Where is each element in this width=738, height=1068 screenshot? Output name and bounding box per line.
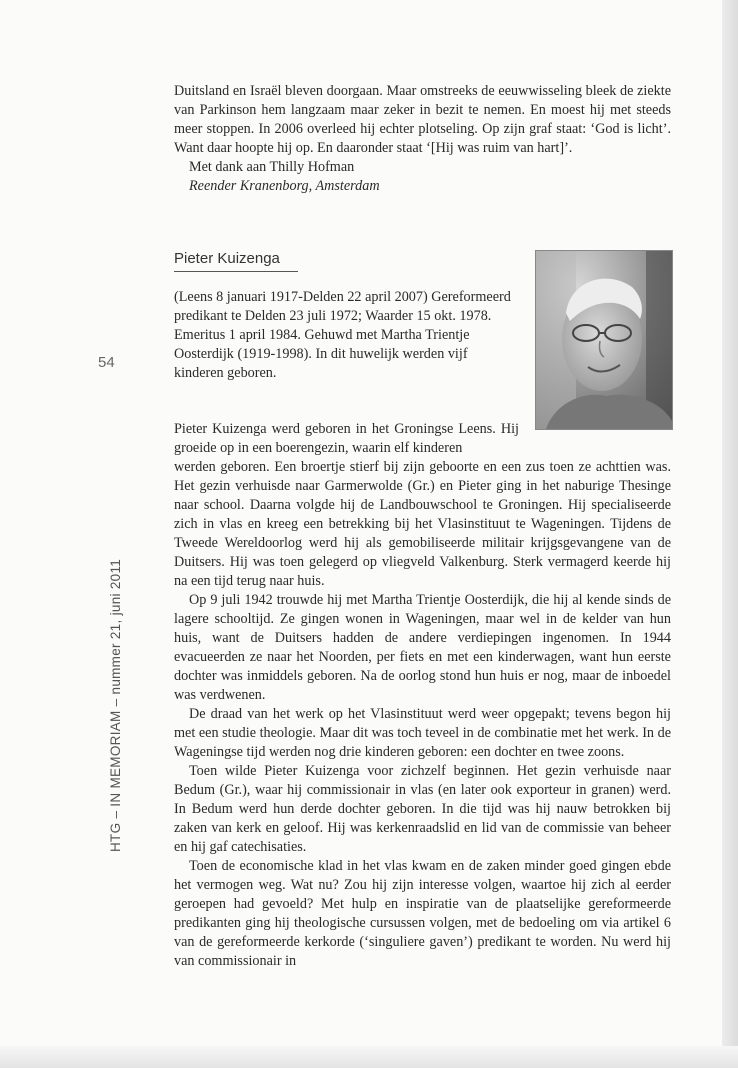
body-paragraph: De draad van het werk op het Vlasinstituut werd weer opgepakt; tevens begon hij met een studie theologie. Maar dit was toch teveel in de combinatie met het werk. In de Wageningse tijd werden nog drie kinderen geboren: een dochter en twee zoons. — [174, 706, 671, 760]
body-paragraph: Op 9 juli 1942 trouwde hij met Martha Trientje Oosterdijk, die hij al kende sinds de lagere schooltijd. Ze gingen wonen in Wageningen, maar wel in de kelder van hun huis, want de Duitsers hadden de andere verdiepingen ingenomen. In 1944 evacueerden ze naar het Noorden, per fiets en met een kinderwagen, want hun eerste dochter was inmiddels geboren. Na de oorlog stond hun huis er nog, maar de inboedel was verdwenen. — [174, 592, 671, 703]
portrait-illustration — [536, 251, 672, 429]
thanks-line: Met dank aan Thilly Hofman — [189, 159, 355, 175]
bio-details: (Leens 8 januari 1917-Delden 22 april 2007) Gereformeerd predikant te Delden 23 juli 1972; Waarder 15 okt. 1978. Emeritus 1 april 1984. Gehuwd met Martha Trientje Oosterdijk (1919-1998). In dit huwelijk werden vijf kinderen geboren. — [174, 289, 511, 381]
page-edge — [722, 0, 738, 1068]
body-paragraph: Toen de economische klad in het vlas kwam en de zaken minder goed gingen ebde het vermogen weg. Wat nu? Zou hij zijn interesse volgen, waartoe hij zich al eerder geroepen had gevoeld? Met hulp en inspiratie van de plaatselijke gereformeerde predikanten ging hij theologische cursussen volgen, met de bedoeling om via artikel 6 van de gereformeerde kerkorde (‘singuliere gaven’) predikant te worden. Nu werd hij van commissionair in — [174, 858, 671, 969]
previous-article-ending — [174, 82, 671, 196]
intro-paragraph: Duitsland en Israël bleven doorgaan. Maar omstreeks de eeuwwisseling bleek de ziekte van Parkinson hem langzaam maar zeker in bezit te nemen. En moest hij met steeds meer stoppen. In 2006 overleed hij echter plotseling. Op zijn graf staat: ‘God is licht’. Want daar hoopte hij op. En daaronder staat ‘[Hij was ruim van hart]’. — [174, 83, 671, 156]
author-signature: Reender Kranenborg, Amsterdam — [189, 178, 380, 194]
body-paragraph: Toen wilde Pieter Kuizenga voor zichzelf beginnen. Het gezin verhuisde naar Bedum (Gr.), waar hij commissionair in vlas (en later ook exporteur in granen) werd. In Bedum werd hun derde dochter geboren. In die tijd was hij nauw betrokken bij zaken van kerk en geloof. Hij was kerkenraadslid en lid van de commissie van beheer en hij gaf catechisaties. — [174, 763, 671, 855]
title-underline — [174, 271, 298, 272]
body-paragraph: werden geboren. Een broertje stierf bij zijn geboorte en een zus toen ze achttien was. Het gezin verhuisde naar Garmerwolde (Gr.) en Pieter ging in het naburige Thesinge naar school. Daarna volgde hij de Landbouwschool te Groningen. Hij specialiseerde zich in vlas en kreeg een betrekking bij het Vlasinstituut te Wageningen. Tijdens de Tweede Wereldoorlog werd hij als gemobiliseerde militair krijgsgevangene van de Duitsers. Hij was toen gelegerd op vliegveld Valkenburg. Sterk vermagerd keerde hij na een tijd terug naar huis. — [174, 459, 671, 589]
page-bottom-edge — [0, 1046, 738, 1068]
section-title: Pieter Kuizenga — [174, 250, 280, 267]
running-head: HTG – IN MEMORIAM – nummer 21, juni 2011 — [108, 558, 123, 852]
wrapped-paragraph-start: Pieter Kuizenga werd geboren in het Groningse Leens. Hij groeide op in een boerengezin, waarin elf kinderen — [174, 421, 519, 456]
page-number: 54 — [98, 354, 115, 371]
portrait-photo — [535, 250, 673, 430]
body-text — [174, 458, 671, 971]
